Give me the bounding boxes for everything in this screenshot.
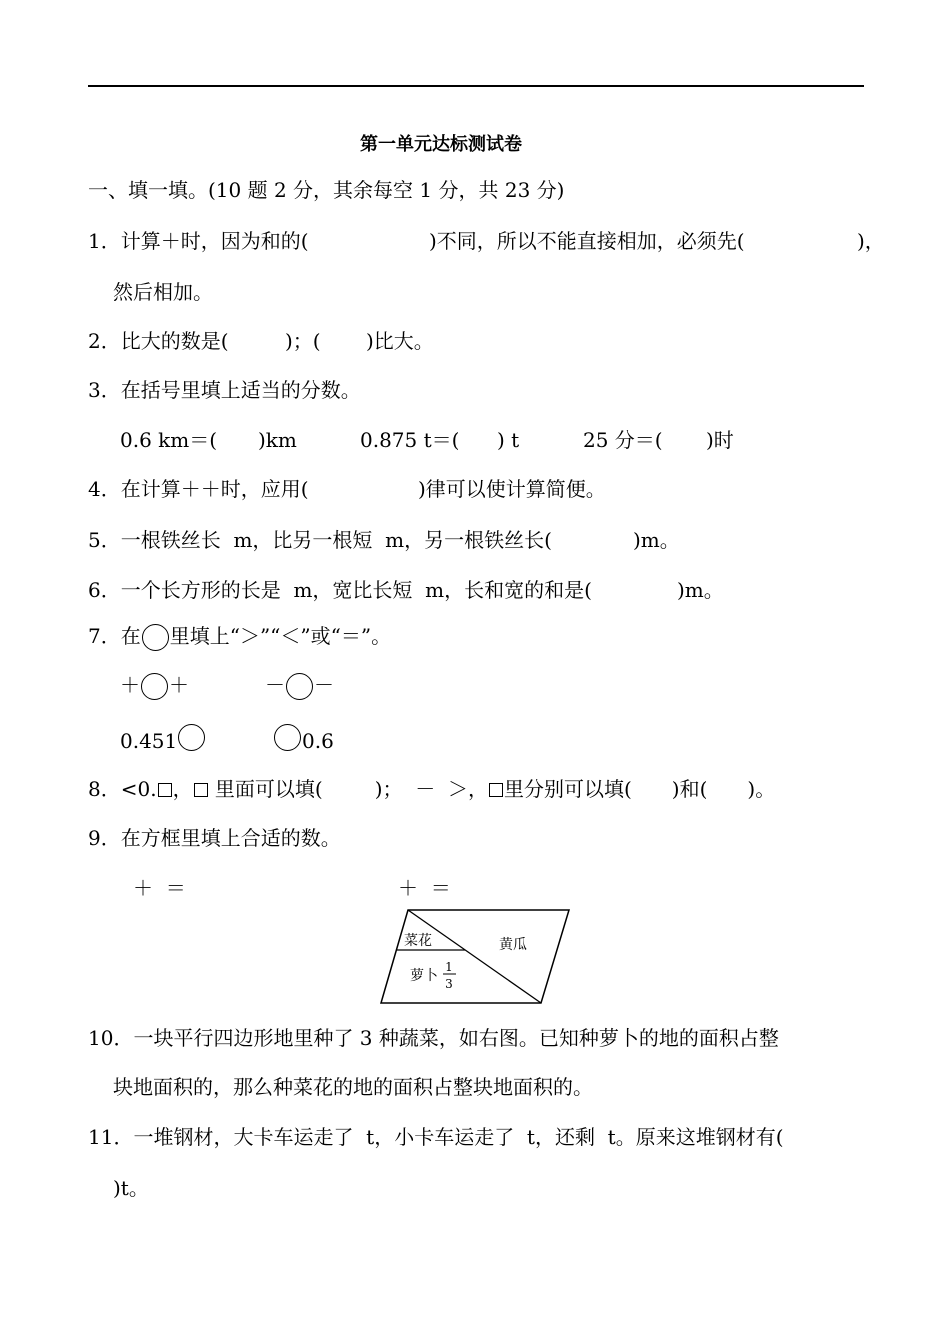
question-8: 8．<0. ， 里面可以填( )； － ＞， 里分别可以填( )和( )。 (88, 777, 776, 801)
compare-circle-icon (178, 724, 205, 751)
question-4-part-b: )律可以使计算简便。 (418, 477, 606, 501)
compare-circle-icon (274, 724, 301, 751)
question-3-stem: 3．在括号里填上适当的分数。 (88, 378, 361, 402)
question-5-part-b: )m。 (633, 528, 680, 552)
question-9-equation-1: ＋ ＝ (133, 876, 186, 900)
vegetable-field-diagram (378, 907, 574, 1007)
answer-box-icon (489, 783, 503, 797)
question-1-part-c: )， (857, 229, 885, 253)
question-3-item-b-end: ) t (497, 428, 520, 452)
question-3-item-a-end: )km (258, 428, 297, 452)
question-9-stem: 9．在方框里填上合适的数。 (88, 826, 341, 850)
compare-circle-icon (141, 673, 168, 700)
question-3-item-c: 25 分＝( (583, 428, 663, 452)
compare-circle-icon (142, 624, 169, 651)
compare-circle-icon (286, 673, 313, 700)
question-6-part-b: )m。 (677, 578, 724, 602)
question-3-item-a: 0.6 km＝( (120, 428, 218, 452)
question-7-row-2: 0.451 (120, 724, 206, 753)
question-6-part-a: 6．一个长方形的长是 m，宽比长短 m，长和宽的和是( (88, 578, 592, 602)
page-title: 第一单元达标测试卷 (360, 134, 522, 155)
question-5-part-a: 5．一根铁丝长 m，比另一根短 m，另一根铁丝长( (88, 528, 552, 552)
question-11-line-1: 11．一堆钢材，大卡车运走了 t，小卡车运走了 t，还剩 t。原来这堆钢材有( (88, 1125, 784, 1149)
answer-box-icon (158, 783, 172, 797)
header-rule (88, 85, 864, 87)
question-7-row-2b: 0.6 (273, 724, 334, 753)
question-2-part-a: 2．比大的数是( (88, 329, 229, 353)
label-radish: 萝卜 (410, 968, 438, 984)
section-heading: 一、填一填。(10 题 2 分，其余每空 1 分，共 23 分) (88, 178, 565, 202)
question-11-line-2: )t。 (113, 1176, 149, 1200)
diagonal-line (408, 910, 541, 1003)
question-3-item-b: 0.875 t＝( (360, 428, 460, 452)
label-cucumber: 黄瓜 (499, 937, 527, 953)
question-4-part-a: 4．在计算＋＋时，应用( (88, 477, 309, 501)
question-3-item-c-end: )时 (706, 428, 734, 452)
question-7-row-1: ＋ ＋ (120, 673, 189, 700)
question-1-part-b: )不同，所以不能直接相加，必须先( (429, 229, 745, 253)
question-2-part-c: )比大。 (366, 329, 434, 353)
fraction-numerator: 1 (445, 960, 453, 974)
label-cauliflower: 菜花 (404, 933, 432, 949)
question-2-part-b: )；( (285, 329, 321, 353)
question-1-part-a: 1．计算＋时，因为和的( (88, 229, 309, 253)
question-1-part-d: 然后相加。 (113, 280, 213, 304)
question-7-row-1b: － － (265, 673, 334, 700)
question-9-equation-2: ＋ ＝ (398, 876, 451, 900)
question-10-line-1: 10．一块平行四边形地里种了 3 种蔬菜，如右图。已知种萝卜的地的面积占整 (88, 1026, 779, 1050)
question-7-stem: 7．在 里填上“＞”“＜”或“＝”。 (88, 624, 391, 651)
question-10-line-2: 块地面积的，那么种菜花的地的面积占整块地面积的。 (113, 1075, 593, 1099)
answer-box-icon (194, 783, 208, 797)
fraction-denominator: 3 (445, 977, 453, 991)
